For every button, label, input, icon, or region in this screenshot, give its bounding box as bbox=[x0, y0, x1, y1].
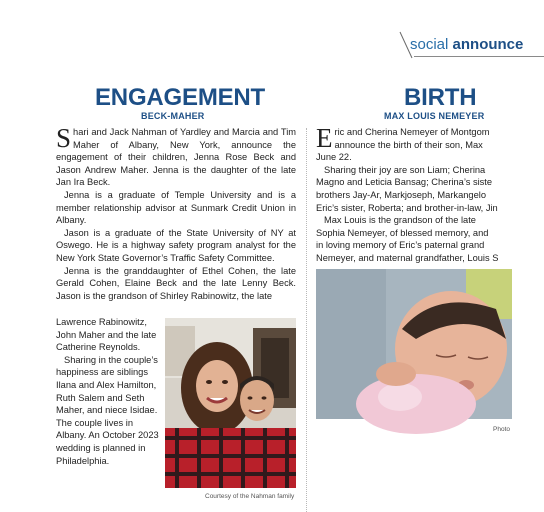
section-header bbox=[396, 30, 536, 60]
birth-line: June 22. bbox=[316, 152, 352, 163]
birth-subtitle: MAX LOUIS NEMEYER bbox=[384, 111, 485, 121]
engagement-body bbox=[56, 123, 296, 302]
engagement-paragraph-5: Sharing in the couple’s happiness are siblings Ilana and Alex Hamilton, Ruth Salem and Seth Maher, and niece Isidae. The couple lives in Albany. An October 2023 wedding is planned in Philadelphia. bbox=[56, 354, 159, 466]
baby-photo-caption: Photo bbox=[493, 426, 510, 433]
engagement-paragraph-4: Jenna is the granddaughter of Ethel Cohen, the late Gerald Cohen, Elaine Beck and the late Lenny Beck. Jason is the grandson of Shirley Rabinowitz, the late bbox=[56, 265, 296, 301]
birth-line: Eric and Cherina Nemeyer of Montgom bbox=[316, 123, 490, 153]
section-label: social announce bbox=[410, 36, 524, 53]
baby-photo bbox=[316, 269, 512, 419]
engagement-photo bbox=[165, 318, 296, 488]
engagement-title: ENGAGEMENT bbox=[95, 84, 266, 111]
dropcap: E bbox=[316, 123, 333, 153]
engagement-paragraph-4-cont: Lawrence Rabinowitz, John Maher and the late Catherine Reynolds. bbox=[56, 317, 157, 353]
birth-line: announce the birth of their son, Max bbox=[334, 139, 483, 150]
column-divider bbox=[306, 128, 307, 512]
dropcap: S bbox=[56, 123, 72, 153]
engagement-paragraph-1: Shari and Jack Nahman of Yardley and Marcia and Tim Maher of Albany, New York, announce the engagement of their children, Jenna Rose Beck and Jason Andrew Maher. Jenna is the daughter of the late Jan Ira Beck. bbox=[56, 123, 296, 188]
birth-line: Max Louis is the grandson of the late bbox=[324, 215, 476, 226]
engagement-paragraph-2: Jenna is a graduate of Temple University and is a member relationship advisor at Sunmark Credit Union in Albany. bbox=[56, 189, 296, 226]
birth-line: in loving memory of Eric’s paternal grand bbox=[316, 240, 485, 251]
birth-body bbox=[316, 123, 536, 265]
birth-line: Sharing their joy are son Liam; Cherina bbox=[324, 164, 486, 175]
birth-line: Nemeyer, and maternal grandfather, Louis S bbox=[316, 252, 499, 263]
header-rule bbox=[414, 56, 544, 57]
birth-line: Sophia Nemeyer, of blessed memory, and bbox=[316, 227, 489, 238]
birth-line: brothers Jay-Ar, Markjoseph, Markangelo bbox=[316, 189, 486, 200]
engagement-subtitle: BECK-MAHER bbox=[141, 111, 205, 121]
engagement-photo-caption: Courtesy of the Nahman family bbox=[205, 493, 295, 500]
birth-line: Eric’s sister, Roberta; and brother-in-law, Jin bbox=[316, 202, 498, 213]
engagement-paragraph-3: Jason is a graduate of the State University of NY at Oswego. He is a highway safety program analyst for the New York State Governor’s Traffic Safety Committee. bbox=[56, 227, 296, 263]
birth-title: BIRTH bbox=[404, 84, 477, 111]
birth-line: Magno and Leticia Bansag; Cherina’s siste bbox=[316, 177, 493, 188]
engagement-body-continued bbox=[56, 316, 160, 467]
